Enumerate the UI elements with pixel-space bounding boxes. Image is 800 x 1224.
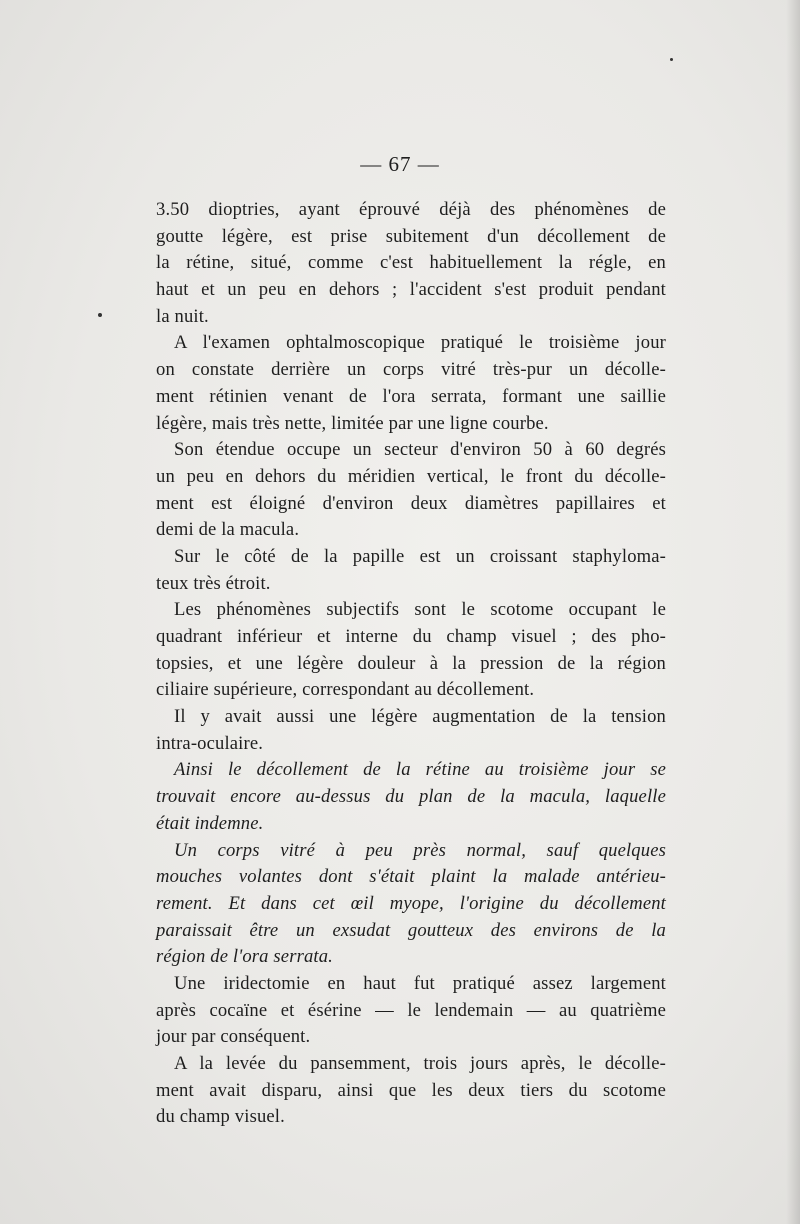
ink-speck [98, 313, 102, 317]
text-line: région de l'ora serrata. [156, 946, 333, 968]
body-text [156, 197, 666, 1131]
text-line: A l'examen ophtalmoscopique pratiqué le troisième jour [174, 332, 666, 354]
text-line: goutte légère, est prise subitement d'un décollement de [156, 225, 666, 247]
text-line: 3.50 dioptries, ayant éprouvé déjà des phénomènes de [156, 199, 666, 220]
text-line: était indemne. [156, 812, 264, 834]
text-line: ment rétinien venant de l'ora serrata, formant une saillie [156, 385, 666, 407]
text-line: Ainsi le décollement de la rétine au troisième jour se [174, 759, 666, 781]
text-line: quadrant inférieur et interne du champ visuel ; des pho- [156, 626, 666, 647]
text-line: intra-oculaire. [156, 732, 264, 754]
text-line: Un corps vitré à peu près normal, sauf quelques [174, 839, 666, 861]
text-line: la nuit. [156, 305, 209, 327]
text-line: trouvait encore au-dessus du plan de la macula, laquelle [156, 786, 666, 808]
text-line: mouches volantes dont s'était plaint la malade antérieu- [156, 866, 666, 888]
ink-speck [670, 58, 673, 61]
text-line: du champ visuel. [156, 1106, 285, 1128]
text-line: Une iridectomie en haut fut pratiqué assez largement [174, 972, 666, 994]
text-line: Les phénomènes subjectifs sont le scotome occupant le [174, 599, 666, 621]
text-line: paraissait être un exsudat goutteux des environs de la [156, 919, 666, 941]
text-line: jour par conséquent. [156, 1026, 311, 1048]
text-line: ment avait disparu, ainsi que les deux tiers du scotome [156, 1079, 666, 1101]
text-line: on constate derrière un corps vitré très-pur un décolle- [156, 359, 666, 381]
text-line: ment est éloigné d'environ deux diamètres papillaires et [156, 492, 666, 514]
text-line: A la levée du pansemment, trois jours après, le décolle- [174, 1053, 666, 1074]
text-line: topsies, et une légère douleur à la pression de la région [156, 652, 666, 674]
text-line: demi de la macula. [156, 519, 300, 541]
text-line: après cocaïne et ésérine — le lendemain — au quatrième [156, 999, 666, 1021]
text-line: Il y avait aussi une légère augmentation de la tension [174, 706, 666, 728]
text-line: la rétine, situé, comme c'est habituellement la régle, en [156, 252, 666, 274]
text-line: rement. Et dans cet œil myope, l'origine du décollement [156, 892, 666, 914]
text-line: légère, mais très nette, limitée par une ligne courbe. [156, 412, 549, 434]
page-edge-shadow [786, 0, 800, 1224]
text-line: haut et un peu en dehors ; l'accident s'est produit pendant [156, 279, 666, 301]
text-line: Son étendue occupe un secteur d'environ 50 à 60 degrés [174, 439, 666, 461]
text-line: teux très étroit. [156, 572, 271, 594]
text-line: Sur le côté de la papille est un croissant staphyloma- [174, 545, 666, 567]
page-number: — 67 — [360, 152, 440, 176]
text-line: ciliaire supérieure, correspondant au décollement. [156, 679, 535, 701]
text-line: un peu en dehors du méridien vertical, le front du décolle- [156, 465, 666, 487]
